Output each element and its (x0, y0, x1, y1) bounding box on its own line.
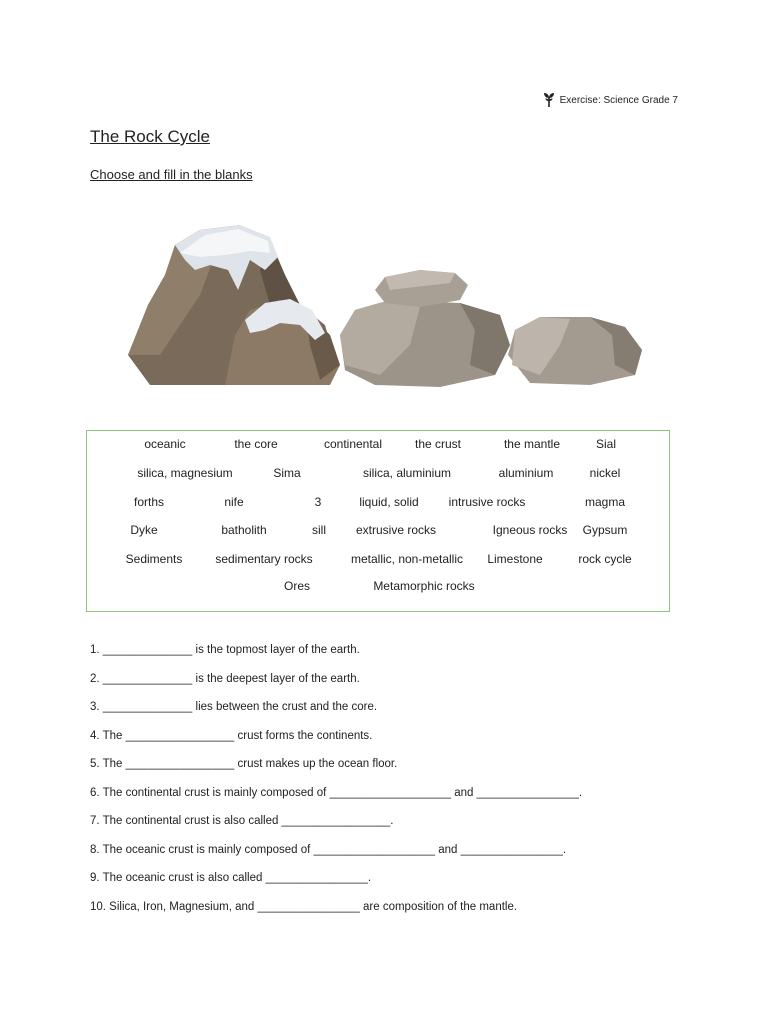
question-item: 2. ______________ is the deepest layer of the earth. (90, 673, 360, 685)
word-bank-item: silica, aluminium (362, 466, 452, 480)
word-bank-item: batholith (221, 523, 267, 537)
question-item: 10. Silica, Iron, Magnesium, and ________________ are composition of the mantle. (90, 901, 518, 913)
word-bank-item: metallic, non-metallic (350, 552, 464, 566)
word-bank-item: forths (133, 495, 165, 509)
question-item: 6. The continental crust is mainly composed of ___________________ and ________________. (90, 787, 583, 799)
word-bank-item: Igneous rocks (492, 523, 568, 537)
word-bank-item: Sima (273, 466, 301, 480)
word-bank-item: sedimentary rocks (215, 552, 313, 566)
question-item: 7. The continental crust is also called _________________. (90, 815, 394, 827)
word-bank-item: 3 (314, 495, 322, 509)
word-bank-item: liquid, solid (359, 495, 419, 509)
word-bank-item: Dyke (130, 523, 158, 537)
word-bank-item: silica, magnesium (137, 466, 233, 480)
word-bank-item: extrusive rocks (355, 523, 437, 537)
word-bank-item: rock cycle (578, 552, 632, 566)
word-bank-item: Metamorphic rocks (373, 579, 475, 593)
word-bank-item: continental (323, 437, 383, 451)
word-bank-item: magma (584, 495, 626, 509)
question-item: 3. ______________ lies between the crust and the core. (90, 701, 378, 713)
word-bank-item: Sediments (125, 552, 183, 566)
word-bank-item: oceanic (144, 437, 186, 451)
question-item: 9. The oceanic crust is also called ________________. (90, 872, 372, 884)
word-bank-item: nife (224, 495, 244, 509)
word-bank-item: nickel (589, 466, 621, 480)
word-bank-item: aluminium (498, 466, 554, 480)
word-bank-item: Limestone (487, 552, 543, 566)
question-item: 5. The _________________ crust makes up the ocean floor. (90, 758, 398, 770)
page-header (542, 92, 678, 108)
header-text: Exercise: Science Grade 7 (559, 94, 678, 106)
instructions: Choose and fill in the blanks (90, 167, 253, 182)
page-title: The Rock Cycle (90, 127, 210, 146)
word-bank-item: sill (312, 523, 326, 537)
question-item: 1. ______________ is the topmost layer of the earth. (90, 644, 360, 656)
rocks-illustration (120, 215, 650, 395)
word-bank-item: Sial (595, 437, 617, 451)
word-bank-item: the mantle (503, 437, 561, 451)
word-bank-item: Gypsum (582, 523, 628, 537)
word-bank (86, 430, 670, 612)
plant-logo-icon (542, 92, 556, 108)
word-bank-item: the crust (414, 437, 462, 451)
word-bank-item: the core (234, 437, 278, 451)
word-bank-item: intrusive rocks (448, 495, 526, 509)
question-item: 8. The oceanic crust is mainly composed of ___________________ and ________________. (90, 844, 567, 856)
word-bank-item: Ores (283, 579, 311, 593)
question-item: 4. The _________________ crust forms the continents. (90, 730, 373, 742)
